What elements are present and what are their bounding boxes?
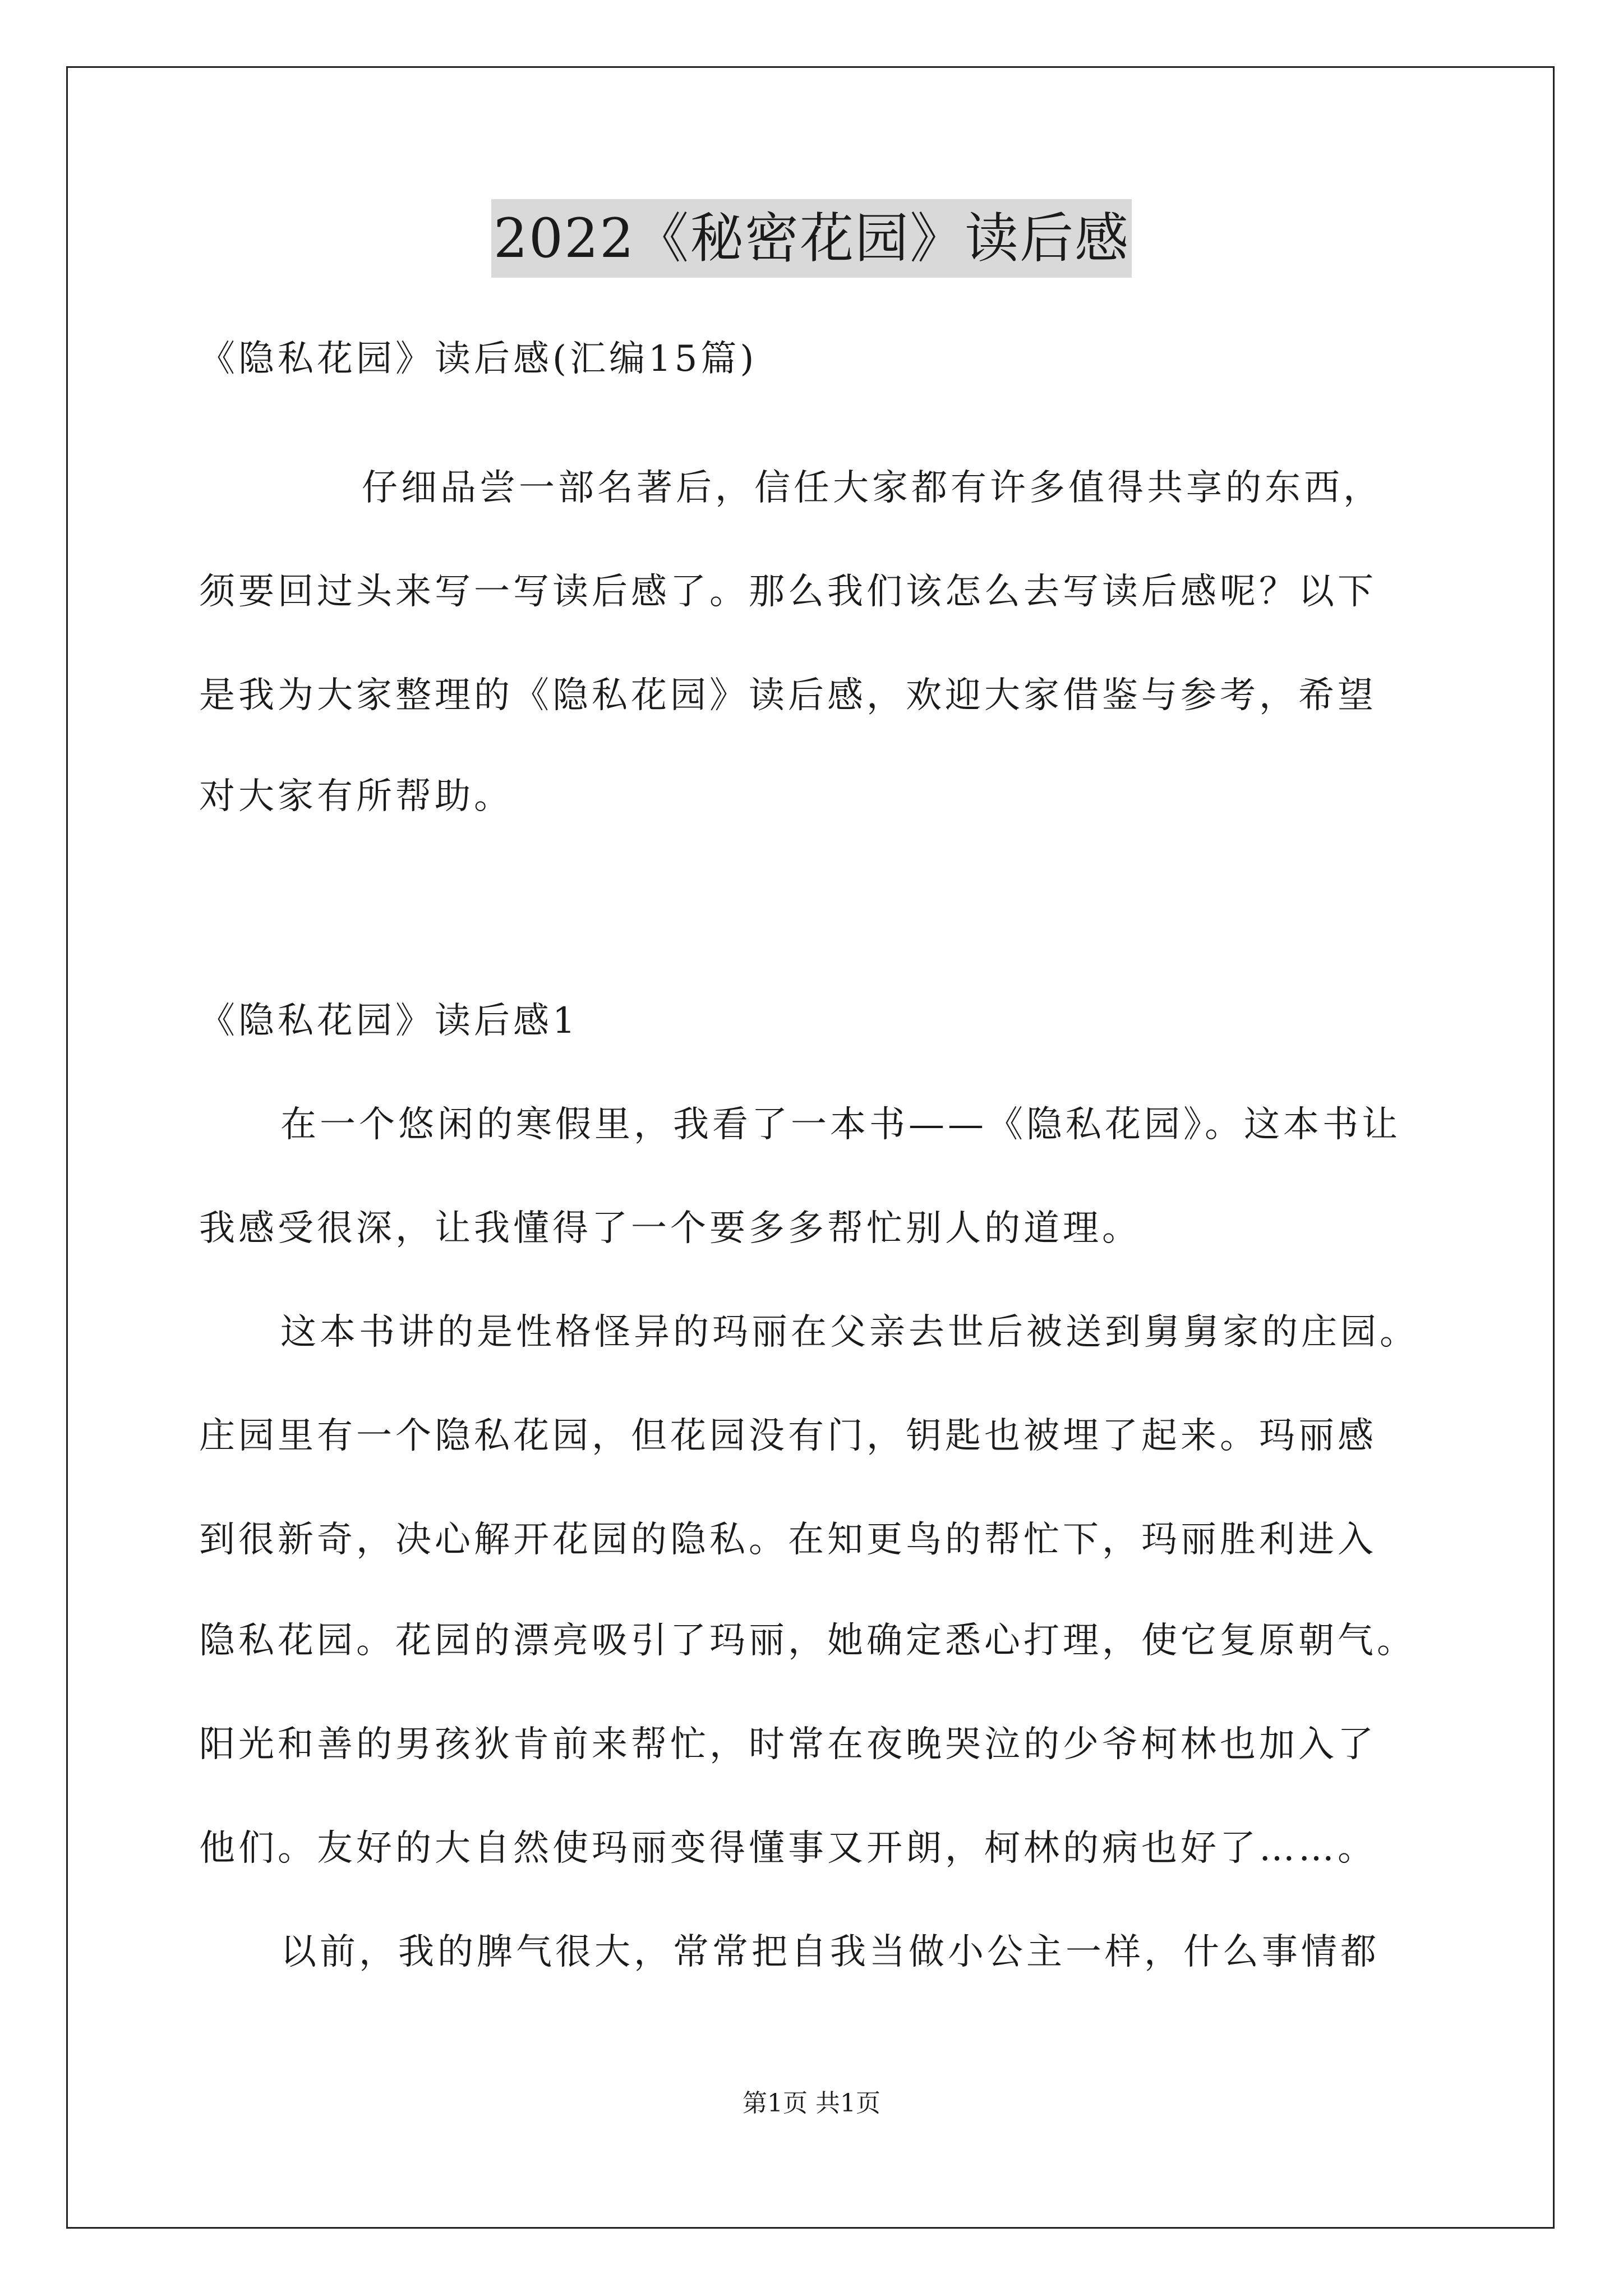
page-number-footer: 第1页 共1页: [743, 2089, 880, 2118]
section-heading: 《隐私花园》读后感1: [199, 1000, 579, 1042]
intro-line: 仔细品尝一部名著后，信任大家都有许多值得共享的东西，: [362, 467, 1382, 509]
title-container: [0, 199, 1623, 278]
intro-line: 须要回过头来写一写读后感了。那么我们该怎么去写读后感呢？以下: [199, 571, 1377, 613]
intro-line: 是我为大家整理的《隐私花园》读后感，欢迎大家借鉴与参考，希望: [199, 675, 1377, 716]
document-title: 2022《秘密花园》读后感: [491, 199, 1132, 278]
body-line: 以前，我的脾气很大，常常把自我当做小公主一样，什么事情都: [280, 1931, 1380, 1973]
body-line: 隐私花园。花园的漂亮吸引了玛丽，她确定悉心打理，使它复原朝气。: [199, 1620, 1416, 1662]
body-line: 阳光和善的男孩狄肯前来帮忙，时常在夜晚哭泣的少爷柯林也加入了: [199, 1724, 1377, 1765]
body-line: 在一个悠闲的寒假里，我看了一本书——《隐私花园》。这本书让: [280, 1104, 1401, 1145]
body-line: 他们。友好的大自然使玛丽变得懂事又开朗，柯林的病也好了……。: [199, 1828, 1377, 1869]
body-line: 庄园里有一个隐私花园，但花园没有门，钥匙也被埋了起来。玛丽感: [199, 1415, 1377, 1457]
body-line: 到很新奇，决心解开花园的隐私。在知更鸟的帮忙下，玛丽胜利进入: [199, 1519, 1377, 1561]
body-line: 这本书讲的是性格怪异的玛丽在父亲去世后被送到舅舅家的庄园。: [280, 1312, 1419, 1353]
document-subtitle: 《隐私花园》读后感(汇编15篇): [199, 338, 758, 380]
body-line: 我感受很深，让我懂得了一个要多多帮忙别人的道理。: [199, 1208, 1141, 1249]
intro-line: 对大家有所帮助。: [199, 776, 513, 817]
